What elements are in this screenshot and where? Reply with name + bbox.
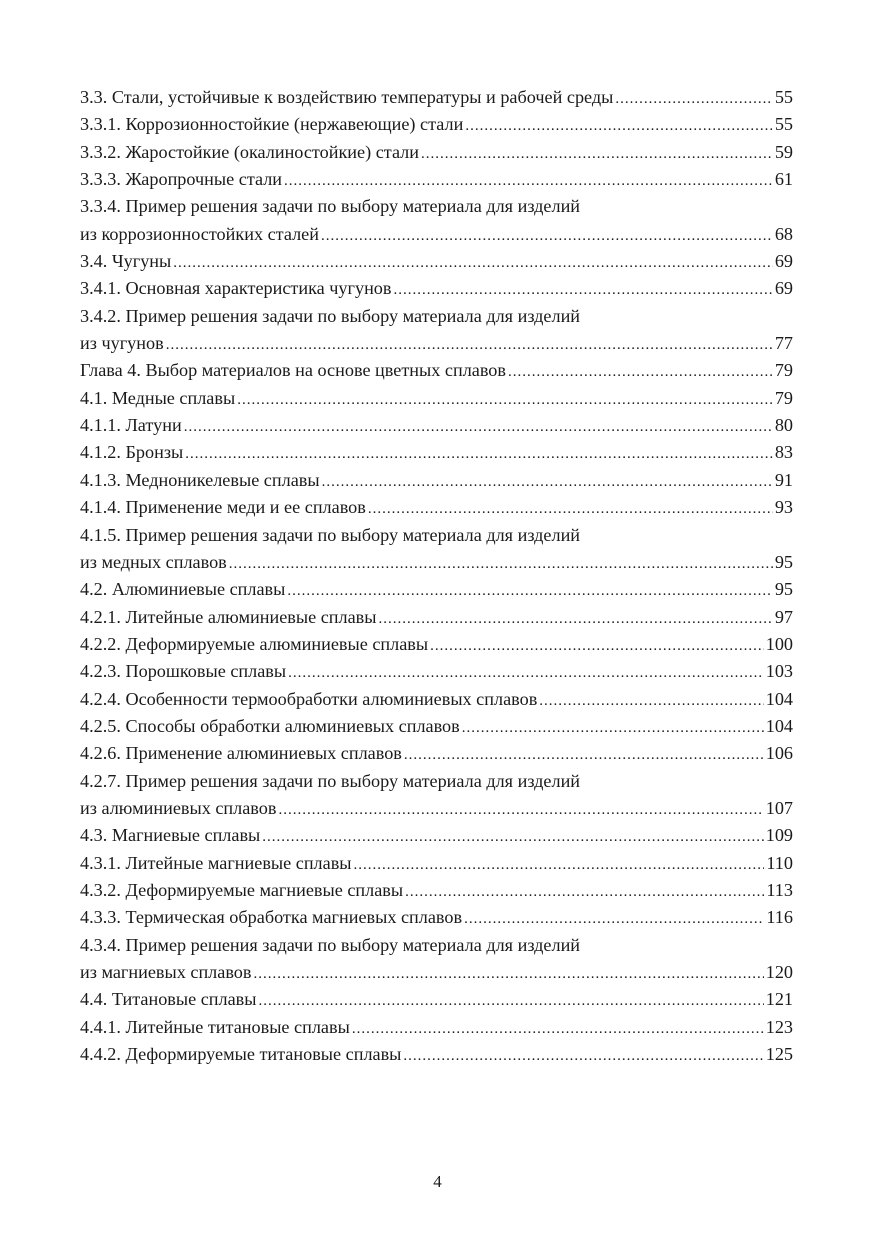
dot-leader bbox=[403, 1041, 763, 1068]
toc-entry[interactable] bbox=[80, 604, 793, 631]
toc-entry[interactable] bbox=[80, 166, 793, 193]
toc-entry[interactable] bbox=[80, 248, 793, 275]
toc-entry[interactable] bbox=[80, 549, 793, 576]
toc-entry-title: 4.4.1. Литейные титановые сплавы bbox=[80, 1016, 350, 1037]
toc-entry-page-number: 110 bbox=[766, 852, 793, 873]
toc-entry-title: 4.3.4. Пример решения задачи по выбору материала для изделий bbox=[80, 934, 581, 955]
toc-entry-page-number: 116 bbox=[766, 907, 793, 928]
dot-leader bbox=[258, 986, 763, 1013]
dot-leader bbox=[184, 412, 773, 439]
toc-entry-title: 3.4.1. Основная характеристика чугунов bbox=[80, 278, 392, 299]
toc-entry-page-number: 83 bbox=[774, 442, 793, 463]
toc-entry-title: из медных сплавов bbox=[80, 551, 227, 572]
dot-leader bbox=[185, 439, 773, 466]
toc-entry[interactable] bbox=[80, 795, 793, 822]
toc-entry[interactable] bbox=[80, 658, 793, 685]
toc-entry-title: 4.2.7. Пример решения задачи по выбору материала для изделий bbox=[80, 770, 581, 791]
toc-entry-page-number: 104 bbox=[765, 688, 793, 709]
dot-leader bbox=[352, 1014, 764, 1041]
toc-entry[interactable] bbox=[80, 631, 793, 658]
dot-leader bbox=[288, 658, 764, 685]
dot-leader bbox=[462, 713, 764, 740]
toc-entry-heading-line[interactable] bbox=[80, 768, 793, 795]
dot-leader bbox=[253, 959, 763, 986]
toc-entry-page-number: 103 bbox=[765, 661, 793, 682]
toc-entry-title: из алюминиевых сплавов bbox=[80, 797, 277, 818]
toc-entry-page-number: 79 bbox=[774, 387, 793, 408]
toc-entry-page-number: 121 bbox=[765, 989, 793, 1010]
toc-entry-page-number: 125 bbox=[765, 1044, 793, 1065]
toc-entry-page-number: 91 bbox=[774, 469, 793, 490]
dot-leader bbox=[173, 248, 773, 275]
toc-entry-page-number: 79 bbox=[774, 360, 793, 381]
toc-entry-heading-line[interactable] bbox=[80, 303, 793, 330]
toc-entry-title: 3.4. Чугуны bbox=[80, 251, 172, 272]
toc-entry[interactable] bbox=[80, 986, 793, 1013]
toc-entry-page-number: 120 bbox=[765, 962, 793, 982]
toc-entry-title: 4.3.1. Литейные магниевые сплавы bbox=[80, 852, 352, 873]
dot-leader bbox=[421, 139, 773, 166]
toc-entry[interactable] bbox=[80, 713, 793, 740]
dot-leader bbox=[284, 166, 773, 193]
toc-entry-title: 4.2.6. Применение алюминиевых сплавов bbox=[80, 743, 402, 764]
toc-entry[interactable] bbox=[80, 385, 793, 412]
toc-entry[interactable] bbox=[80, 84, 793, 111]
dot-leader bbox=[508, 357, 773, 384]
page-number: 4 bbox=[433, 1172, 442, 1191]
toc-entry[interactable] bbox=[80, 959, 793, 986]
toc-entry-title: 4.2.4. Особенности термообработки алюминиевых сплавов bbox=[80, 688, 538, 709]
dot-leader bbox=[430, 631, 764, 658]
toc-entry-title: Глава 4. Выбор материалов на основе цветных сплавов bbox=[80, 360, 506, 381]
toc-entry-title: 4.1.1. Латуни bbox=[80, 415, 182, 436]
toc-entry[interactable] bbox=[80, 740, 793, 767]
toc-entry-page-number: 69 bbox=[774, 278, 793, 299]
dot-leader bbox=[354, 850, 765, 877]
toc-entry-page-number: 95 bbox=[774, 579, 793, 600]
toc-entry-title: из магниевых сплавов bbox=[80, 962, 252, 982]
toc-entry-heading-line[interactable] bbox=[80, 932, 793, 959]
toc-entry[interactable] bbox=[80, 139, 793, 166]
toc-entry-page-number: 97 bbox=[774, 606, 793, 627]
dot-leader bbox=[368, 494, 773, 521]
toc-entry-title: 4.2. Алюминиевые сплавы bbox=[80, 579, 286, 600]
dot-leader bbox=[321, 221, 773, 248]
toc-entry-title: 4.3.3. Термическая обработка магниевых сплавов bbox=[80, 907, 463, 928]
toc-entry[interactable] bbox=[80, 221, 793, 248]
toc-entry-page-number: 68 bbox=[774, 223, 793, 244]
toc-entry-title: из коррозионностойких сталей bbox=[80, 223, 319, 244]
toc-entry-title: 4.1.2. Бронзы bbox=[80, 442, 184, 463]
toc-entry[interactable] bbox=[80, 1041, 793, 1068]
dot-leader bbox=[229, 549, 773, 576]
toc-entry-page-number: 77 bbox=[774, 333, 793, 354]
toc-entry[interactable] bbox=[80, 576, 793, 603]
toc-entry-title: 4.3.2. Деформируемые магниевые сплавы bbox=[80, 879, 404, 900]
toc-entry[interactable] bbox=[80, 330, 793, 357]
toc-entry-page-number: 55 bbox=[774, 87, 793, 107]
toc-entry-title: 4.4.2. Деформируемые титановые сплавы bbox=[80, 1044, 402, 1065]
dot-leader bbox=[539, 686, 763, 713]
toc-entry[interactable] bbox=[80, 494, 793, 521]
toc-entry[interactable] bbox=[80, 822, 793, 849]
dot-leader bbox=[379, 604, 773, 631]
dot-leader bbox=[237, 385, 773, 412]
toc-entry-title: 4.3. Магниевые сплавы bbox=[80, 825, 261, 846]
toc-entry-page-number: 93 bbox=[774, 497, 793, 518]
dot-leader bbox=[464, 904, 764, 931]
toc-entry-title: из чугунов bbox=[80, 333, 164, 354]
dot-leader bbox=[278, 795, 763, 822]
toc-entry-title: 4.4. Титановые сплавы bbox=[80, 989, 257, 1010]
toc-entry-page-number: 106 bbox=[765, 743, 793, 764]
toc-entry-title: 4.1.5. Пример решения задачи по выбору материала для изделий bbox=[80, 524, 581, 545]
toc-entry-page-number: 59 bbox=[774, 141, 793, 162]
dot-leader bbox=[262, 822, 763, 849]
dot-leader bbox=[322, 467, 773, 494]
toc-entry-page-number: 61 bbox=[774, 169, 793, 190]
toc-entry-title: 4.2.1. Литейные алюминиевые сплавы bbox=[80, 606, 377, 627]
toc-entry-page-number: 80 bbox=[774, 415, 793, 436]
toc-entry-title: 3.3.1. Коррозионностойкие (нержавеющие) стали bbox=[80, 114, 464, 135]
toc-entry-page-number: 95 bbox=[774, 551, 793, 572]
toc-entry-title: 3.3. Стали, устойчивые к воздействию температуры и рабочей среды bbox=[80, 87, 614, 107]
toc-entry-title: 4.2.2. Деформируемые алюминиевые сплавы bbox=[80, 633, 429, 654]
toc-entry[interactable] bbox=[80, 1014, 793, 1041]
toc-entry-title: 4.1.3. Медноникелевые сплавы bbox=[80, 469, 320, 490]
toc-entry-title: 4.2.3. Порошковые сплавы bbox=[80, 661, 287, 682]
toc-entry-page-number: 100 bbox=[765, 633, 793, 654]
dot-leader bbox=[166, 330, 773, 357]
dot-leader bbox=[405, 877, 764, 904]
dot-leader bbox=[404, 740, 764, 767]
toc-entry-title: 3.4.2. Пример решения задачи по выбору материала для изделий bbox=[80, 305, 581, 326]
toc-entry[interactable] bbox=[80, 275, 793, 302]
toc-entry[interactable] bbox=[80, 877, 793, 904]
toc-entry[interactable] bbox=[80, 850, 793, 877]
toc-entry-title: 3.3.4. Пример решения задачи по выбору материала для изделий bbox=[80, 196, 581, 217]
toc-entry[interactable] bbox=[80, 904, 793, 931]
dot-leader bbox=[465, 111, 772, 138]
table-of-contents bbox=[80, 84, 793, 1068]
toc-entry-heading-line[interactable] bbox=[80, 522, 793, 549]
toc-entry-title: 3.3.2. Жаростойкие (окалиностойкие) стали bbox=[80, 141, 419, 162]
toc-entry[interactable] bbox=[80, 111, 793, 138]
toc-entry-page-number: 104 bbox=[765, 715, 793, 736]
toc-entry-title: 4.1. Медные сплавы bbox=[80, 387, 236, 408]
toc-entry-heading-line[interactable] bbox=[80, 193, 793, 220]
toc-entry-title: 3.3.3. Жаропрочные стали bbox=[80, 169, 283, 190]
toc-entry-page-number: 107 bbox=[765, 797, 793, 818]
toc-entry[interactable] bbox=[80, 412, 793, 439]
toc-entry[interactable] bbox=[80, 467, 793, 494]
dot-leader bbox=[615, 84, 772, 111]
toc-entry-page-number: 123 bbox=[765, 1016, 793, 1037]
toc-entry-page-number: 113 bbox=[766, 879, 793, 900]
toc-entry-title: 4.1.4. Применение меди и ее сплавов bbox=[80, 497, 366, 518]
toc-entry[interactable] bbox=[80, 686, 793, 713]
dot-leader bbox=[287, 576, 772, 603]
toc-entry-title: 4.2.5. Способы обработки алюминиевых сплавов bbox=[80, 715, 460, 736]
toc-entry-page-number: 109 bbox=[765, 825, 793, 846]
dot-leader bbox=[394, 275, 773, 302]
toc-entry-page-number: 69 bbox=[774, 251, 793, 272]
toc-entry[interactable] bbox=[80, 439, 793, 466]
toc-entry[interactable] bbox=[80, 357, 793, 384]
toc-entry-page-number: 55 bbox=[774, 114, 793, 135]
